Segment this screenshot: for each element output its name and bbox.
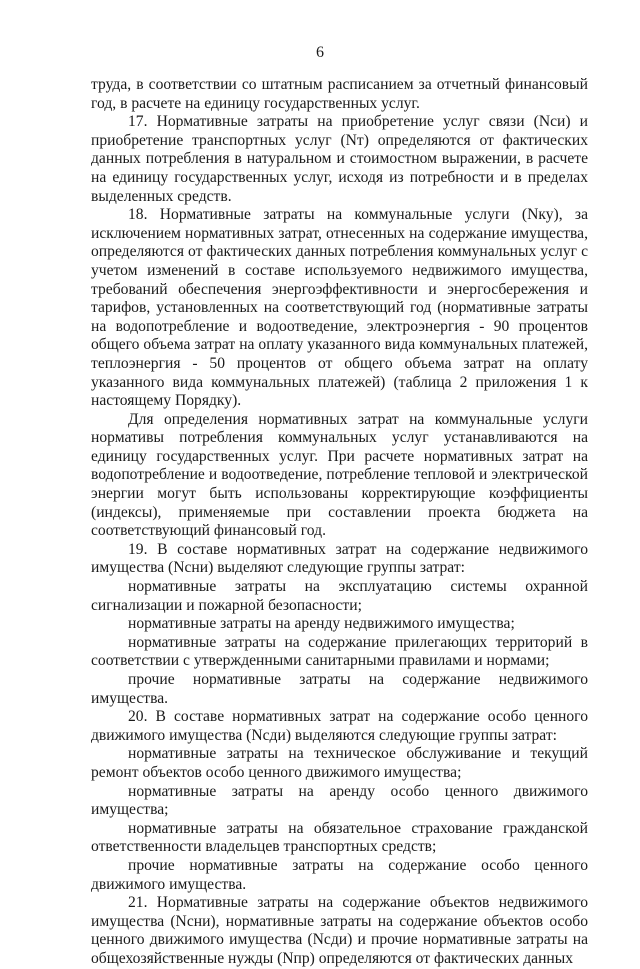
list-item: нормативные затраты на эксплуатацию системы охранной сигнализации и пожарной безопасности;: [91, 578, 588, 614]
list-item: нормативные затраты на техническое обслуживание и текущий ремонт объектов особо ценного движимого имущества;: [91, 745, 588, 781]
paragraph-21: 21. Нормативные затраты на содержание объектов недвижимого имущества (Nсни), нормативные затраты на содержание объектов особо ценного движимого имущества (Nсди) и прочие нормативные затраты на общехозяйственные нужды (Nпр) определяются от фактических данных: [91, 894, 588, 967]
list-item: нормативные затраты на аренду недвижимого имущества;: [128, 615, 515, 633]
page-number: 6: [316, 44, 324, 61]
list-item: нормативные затраты на содержание прилегающих территорий в соответствии с утвержденными санитарными правилами и нормами;: [91, 633, 588, 670]
paragraph-17: 17. Нормативные затраты на приобретение услуг связи (Nси) и приобретение транспортных услуг (Nт) определяются от фактических данных потребления в натуральном и стоимостном выражении, в расчете на единицу государственных услуг, исходя из потребности и в пределах выделенных средств.: [91, 113, 588, 205]
paragraph-19: 19. В составе нормативных затрат на содержание недвижимого имущества (Nсни) выделяют следующие группы затрат:: [91, 540, 588, 577]
paragraph-continuation: труда, в соответствии со штатным расписанием за отчетный финансовый год, в расчете на единицу государственных услуг.: [91, 76, 588, 112]
list-item: прочие нормативные затраты на содержание особо ценного движимого имущества.: [91, 856, 588, 893]
paragraph-utility-norms: Для определения нормативных затрат на коммунальные услуги нормативы потребления коммунальных услуг устанавливаются на единицу государственных услуг. При расчете нормативных затрат на водопотребление и водоотведение, потребление тепловой и электрической энергии могут быть использованы корректирующие коэффициенты (индексы), применяемые при составлении проекта бюджета на соответствующий финансовый год.: [91, 410, 588, 540]
paragraph-20: 20. В составе нормативных затрат на содержание особо ценного движимого имущества (Nсди) выделяются следующие группы затрат:: [91, 708, 588, 744]
paragraph-18: 18. Нормативные затраты на коммунальные услуги (Nку), за исключением нормативных затрат, отнесенных на содержание имущества, определяются от фактических данных потребления коммунальных услуг с учетом изменений в составе используемого недвижимого имущества, требований обеспечения энергоэффективности и энергосбережения и тарифов, установленных на соответствующий год (нормативные затраты на водопотребление и водоотведение, электроэнергия - 90 процентов общего объема затрат на оплату указанного вида коммунальных платежей, теплоэнергия - 50 процентов от общего объема затрат на оплату указанного вида коммунальных платежей) (таблица 2 приложения 1 к настоящему Порядку).: [91, 206, 588, 410]
list-item: нормативные затраты на аренду особо ценного движимого имущества;: [91, 782, 588, 819]
document-body: [91, 76, 588, 969]
list-item: нормативные затраты на обязательное страхование гражданской ответственности владельцев транспортных средств;: [91, 819, 588, 856]
list-item: прочие нормативные затраты на содержание недвижимого имущества.: [91, 671, 588, 707]
